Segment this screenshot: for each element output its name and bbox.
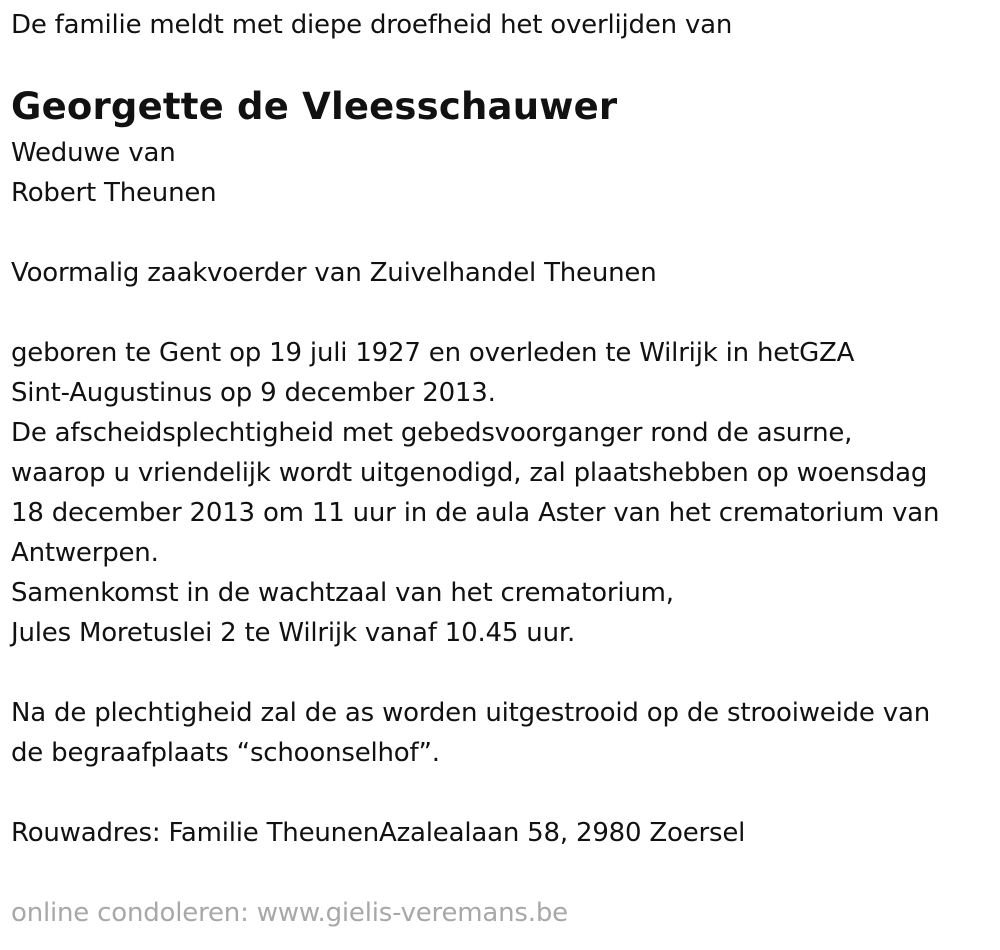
occupation-text: Voormalig zaakvoerder van Zuivelhandel Theunen [11, 258, 657, 288]
detail-line: Sint-Augustinus op 9 december 2013. [11, 378, 496, 408]
widow-block [11, 133, 216, 213]
mourning-address-block [11, 813, 745, 853]
detail-line: Samenkomst in de wachtzaal van het crematorium, [11, 578, 674, 608]
detail-line: geboren te Gent op 19 juli 1927 en overleden te Wilrijk in hetGZA [11, 338, 855, 368]
detail-line: 18 december 2013 om 11 uur in de aula Aster van het crematorium van [11, 498, 940, 528]
scattering-line: Na de plechtigheid zal de as worden uitgestrooid op de strooiweide van [11, 698, 930, 728]
detail-line: Antwerpen. [11, 538, 159, 568]
mourning-address: Rouwadres: Familie TheunenAzalealaan 58, 2980 Zoersel [11, 818, 746, 848]
ceremony-details [11, 333, 939, 653]
scattering-block [11, 693, 930, 773]
occupation-block [11, 253, 657, 293]
detail-line: De afscheidsplechtigheid met gebedsvoorganger rond de asurne, [11, 418, 853, 448]
widow-label: Weduwe van [11, 138, 176, 168]
online-condolence-link[interactable]: online condoleren: www.gielis-veremans.be [11, 898, 568, 928]
detail-line: waarop u vriendelijk wordt uitgenodigd, zal plaatshebben op woensdag [11, 458, 928, 488]
spouse-name: Robert Theunen [11, 178, 217, 208]
scattering-line: de begraafplaats “schoonselhof”. [11, 738, 440, 768]
deceased-name: Georgette de Vleesschauwer [11, 85, 618, 128]
intro-text: De familie meldt met diepe droefheid het overlijden van [11, 10, 733, 40]
detail-line: Jules Moretuslei 2 te Wilrijk vanaf 10.45 uur. [11, 618, 576, 648]
